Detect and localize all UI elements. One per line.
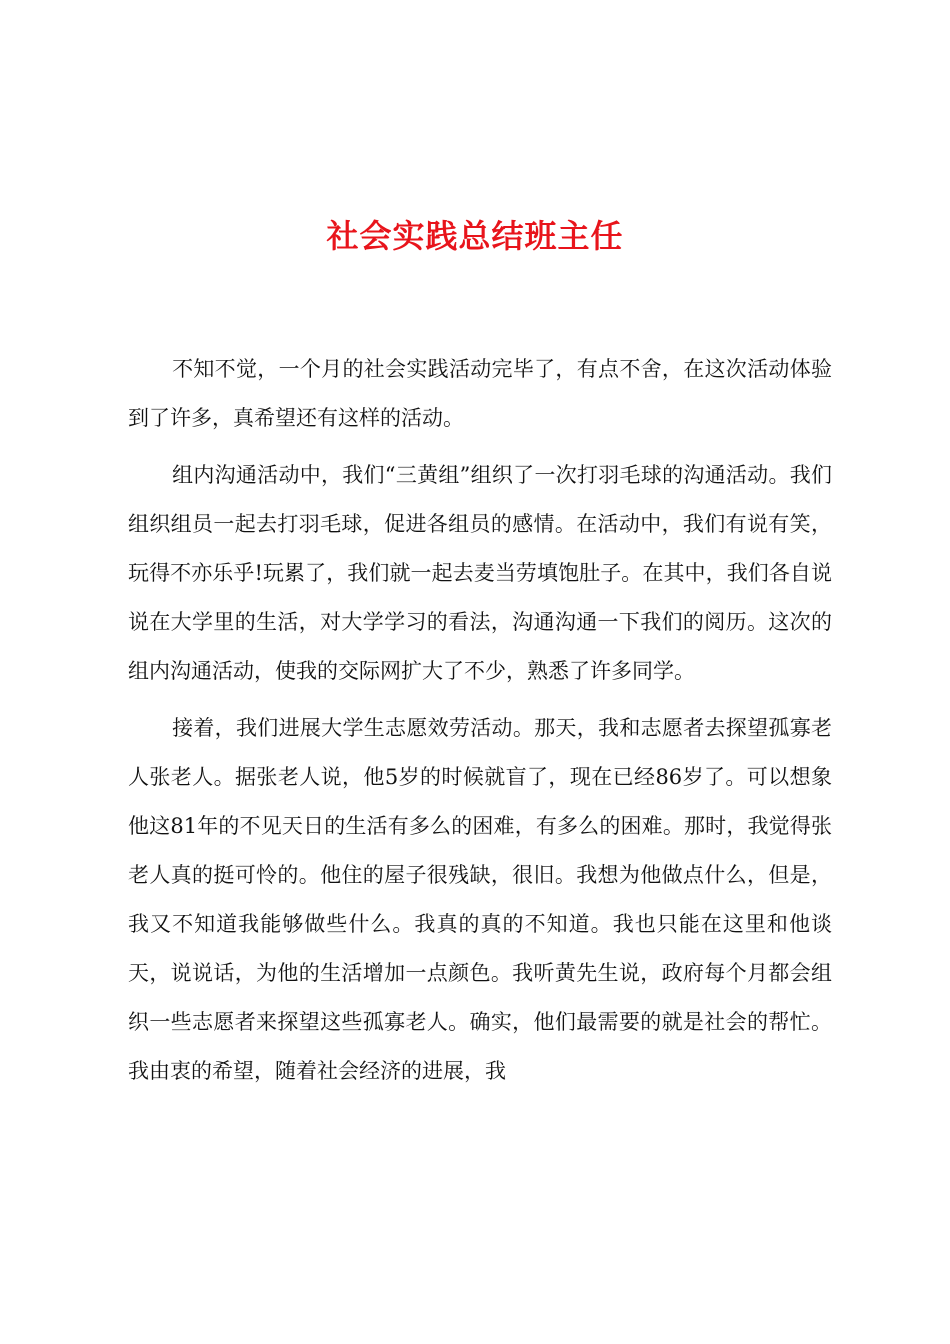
document-title: 社会实践总结班主任: [326, 217, 624, 255]
document-body: [128, 345, 832, 1104]
paragraph-3: 接着，我们进展大学生志愿效劳活动。那天，我和志愿者去探望孤寡老人张老人。据张老人说，他5岁的时候就盲了，现在已经86岁了。可以想象他这81年的不见天日的生活有多么的困难，有多么的困难。那时，我觉得张老人真的挺可怜的。他住的屋子很残缺，很旧。我想为他做点什么，但是，我又不知道我能够做些什么。我真的真的不知道。我也只能在这里和他谈天，说说话，为他的生活增加一点颜色。我听黄先生说，政府每个月都会组织一些志愿者来探望这些孤寡老人。确实，他们最需要的就是社会的帮忙。我由衷的希望，随着社会经济的进展，我: [128, 716, 832, 1083]
paragraph-1: 不知不觉，一个月的社会实践活动完毕了，有点不舍，在这次活动体验到了许多，真希望还有这样的活动。: [128, 357, 832, 430]
paragraph-2: 组内沟通活动中，我们“三黄组”组织了一次打羽毛球的沟通活动。我们组织组员一起去打羽毛球，促进各组员的感情。在活动中，我们有说有笑，玩得不亦乐乎!玩累了，我们就一起去麦当劳填饱肚子。在其中，我们各自说说在大学里的生活，对大学学习的看法，沟通沟通一下我们的阅历。这次的组内沟通活动，使我的交际网扩大了不少，熟悉了许多同学。: [128, 463, 832, 683]
